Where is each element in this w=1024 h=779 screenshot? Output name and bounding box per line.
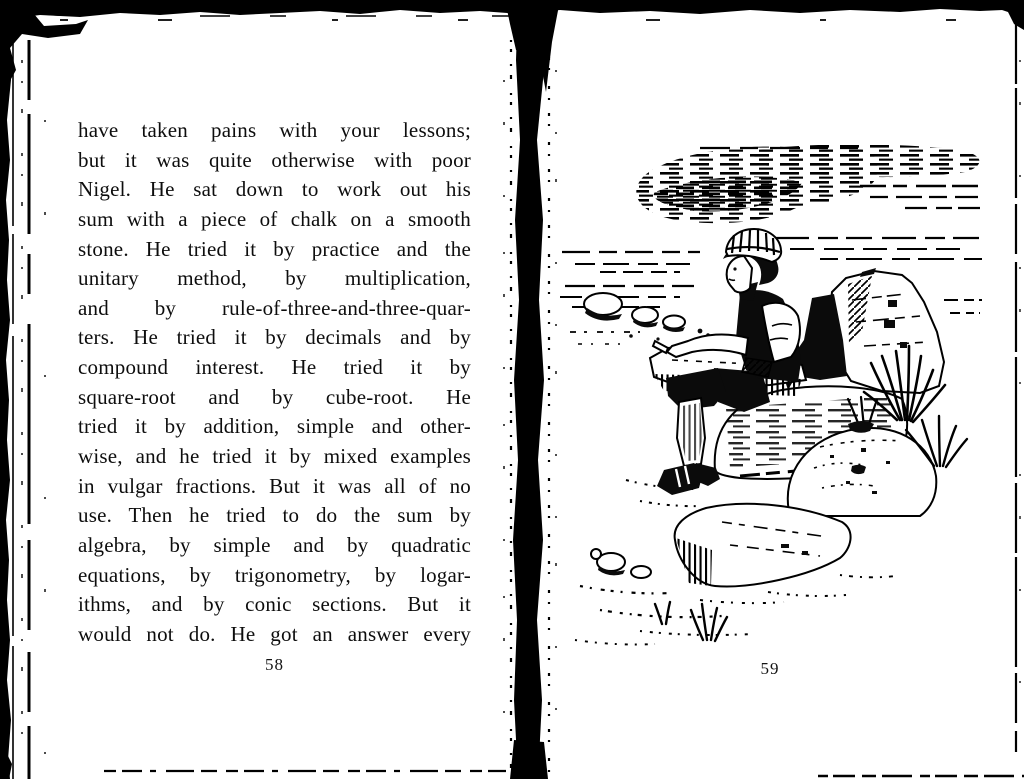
- text-line: square-root and by cube-root. He: [78, 384, 471, 409]
- text-line: tried it by addition, simple and other-: [78, 414, 471, 439]
- right-page-number: 59: [760, 659, 780, 678]
- right-edge: [1016, 14, 1020, 752]
- text-line: wise, and he tried it by mixed examples: [78, 444, 471, 469]
- text-line: unitary method, by multiplication,: [78, 266, 471, 291]
- text-line: but it was quite otherwise with poor: [78, 147, 471, 172]
- clouds-group: [560, 144, 985, 313]
- beach-rocks-group: [570, 293, 710, 344]
- text-line: stone. He tried it by practice and the: [78, 236, 471, 261]
- left-edge: [0, 0, 45, 779]
- text-line: use. Then he tried to do the sum by: [78, 503, 471, 528]
- text-line: equations, by trigonometry, by logar-: [78, 562, 471, 587]
- text-line: compound interest. He tried it by: [78, 355, 471, 380]
- boy-writing-illustration: [558, 128, 985, 655]
- text-line: algebra, by simple and by quadratic: [78, 532, 471, 557]
- bottom-edge: [104, 771, 1024, 776]
- text-line: and by rule-of-three-and-three-quar-: [78, 295, 471, 320]
- page-text: [78, 116, 471, 650]
- top-edge: [0, 0, 1024, 92]
- text-line: have taken pains with your lessons;: [78, 118, 471, 142]
- left-page-number: 58: [265, 655, 284, 674]
- text-line: in vulgar fractions. But it was all of no: [78, 473, 471, 498]
- text-line: would not do. He got an answer every: [78, 621, 471, 646]
- face: [727, 256, 752, 292]
- gutter: [504, 0, 560, 779]
- text-line: sum with a piece of chalk on a smooth: [78, 206, 471, 231]
- foreground-slab-group: [675, 504, 851, 587]
- text-line: ters. He tried it by decimals and by: [78, 325, 471, 350]
- text-line: ithms, and by conic sections. But it: [78, 592, 471, 617]
- text-line: Nigel. He sat down to work out his: [78, 177, 471, 202]
